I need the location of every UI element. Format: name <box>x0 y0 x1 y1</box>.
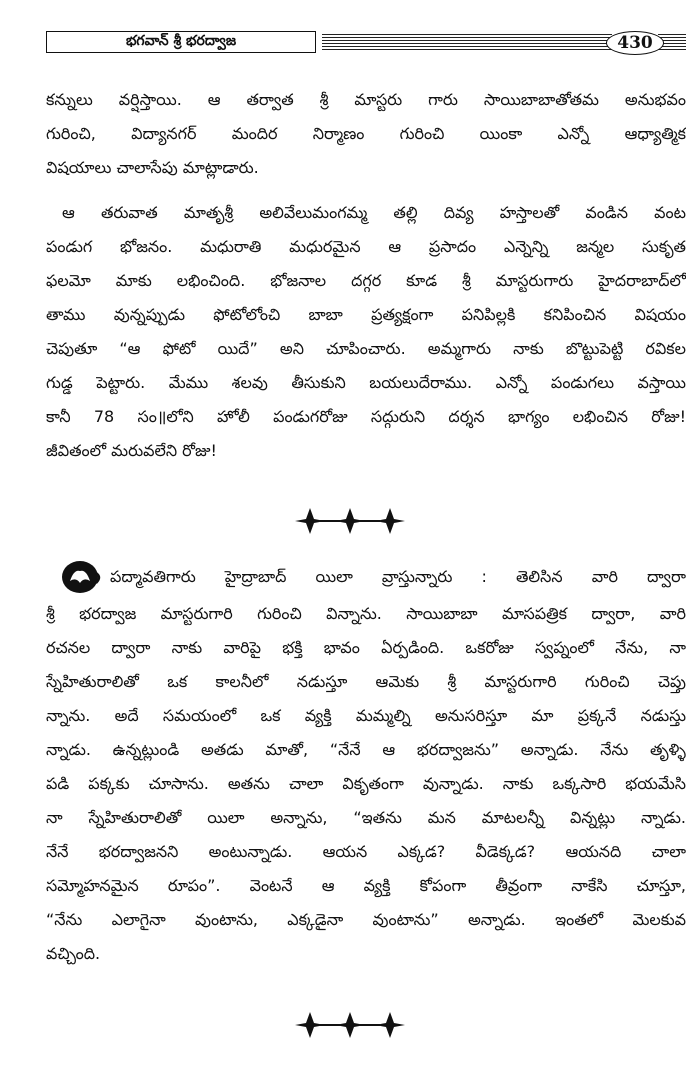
book-title: భగవాన్ శ్రీ భరద్వాజ <box>46 31 316 53</box>
text-line: న్నాడు. ఉన్నట్లుండి అతడు మాతో, “నేనే ఆ భరద్వాజను” అన్నాడు. నేను తృళ్ళి <box>46 740 686 759</box>
text-line: గుడ్డ పెట్టారు. మేము శలవు తీసుకుని బయలుదేరాము. ఎన్నో పండుగలు వస్తాయి <box>46 373 686 392</box>
ornament-divider-bottom <box>290 1010 410 1040</box>
text-line: రచనల ద్వారా నాకు వారిపై భక్తి భావం ఏర్పడింది. ఒకరోజు స్వప్నంలో నేను, నా <box>46 638 686 657</box>
text-line: చెపుతూ “ఆ ఫోటో యిదే” అని చూపించారు. అమ్మగారు నాకు బొట్టుపెట్టి రవికల <box>46 339 686 358</box>
text-line: సమ్మోహనమైన రూపం”. వెంటనే ఆ వ్యక్తి కోపంగా తీవ్రంగా నాకేసి చూస్తూ, <box>46 876 686 895</box>
header-rule-lines <box>322 34 612 52</box>
lotus-badge-icon <box>60 559 104 595</box>
text-line: వచ్చింది. <box>46 944 101 963</box>
page-number: 430 <box>606 31 664 55</box>
page-header <box>46 31 686 57</box>
text-line: “నేను ఎలాగైనా వుంటాను, ఎక్కడైనా వుంటాను” అన్నాడు. ఇంతలో మెలకువ <box>46 910 686 929</box>
text-line: ఆ తరువాత మాతృశ్రీ అలివేలుమంగమ్మ తల్లి దివ్య హస్తాలతో వండిన వంట <box>62 203 686 222</box>
text-line: స్నేహితురాలితో ఒక కాలనీలో నడుస్తూ ఆమెకు శ్రీ మాస్టరుగారి గురించి చెప్తు <box>46 672 686 691</box>
ornament-divider <box>290 506 410 536</box>
text-line: పడి పక్కకు చూసాను. అతను చాలా వికృతంగా వున్నాడు. నాకు ఒక్కసారి భయమేసి <box>46 774 686 793</box>
text-line: కానీ 78 సం॥లోని హోలీ పండుగరోజు సద్గురుని దర్శన భాగ్యం లభించిన రోజు! <box>46 407 686 426</box>
text-line: పండుగ భోజనం. మధురాతి మధురమైన ఆ ప్రసాదం ఎన్నెన్ని జన్మల సుకృత <box>46 237 686 256</box>
text-line: న్నాను. అదే సమయంలో ఒక వ్యక్తి మమ్మల్ని అనుసరిస్తూ మా ప్రక్కనే నడుస్తు <box>46 706 686 725</box>
text-line: నా స్నేహితురాలితో యిలా అన్నాను, “ఇతను మన మాటలన్నీ విన్నట్లు న్నాడు. <box>46 808 686 827</box>
text-line: కన్నులు వర్షిస్తాయి. ఆ తర్వాత శ్రీ మాస్టరు గారు సాయిబాబాతోతమ అనుభవం <box>46 90 686 109</box>
text-line: విషయాలు చాలాసేపు మాట్లాడారు. <box>46 158 259 177</box>
text-line: తాము వున్నప్పుడు ఫోటోలోంచి బాబా ప్రత్యక్షంగా పనిపిల్లకి కనిపించిన విషయం <box>46 305 686 324</box>
text-line: గురించి, విద్యానగర్ మందిర నిర్మాణం గురించి యింకా ఎన్నో ఆధ్యాత్మిక <box>46 124 686 143</box>
text-line: నేనే భరద్వాజనని అంటున్నాడు. ఆయన ఎక్కడ? వీడెక్కడ? ఆయనది చాలా <box>46 842 686 861</box>
text-line: ఫలమో మాకు లభించింది. భోజనాల దగ్గర కూడ శ్రీ మాస్టరుగారు హైదరాబాద్‌లో <box>46 271 686 290</box>
text-line: జీవితంలో మరువలేని రోజు! <box>46 441 217 460</box>
text-line: పద్మావతిగారు హైద్రాబాద్ యిలా వ్రాస్తున్నారు : తెలిసిన వారి ద్వారా <box>110 567 686 586</box>
text-line: శ్రీ భరద్వాజ మాస్టరుగారి గురించి విన్నాను. సాయిబాబా మాసపత్రిక ద్వారా, వారి <box>46 604 686 623</box>
